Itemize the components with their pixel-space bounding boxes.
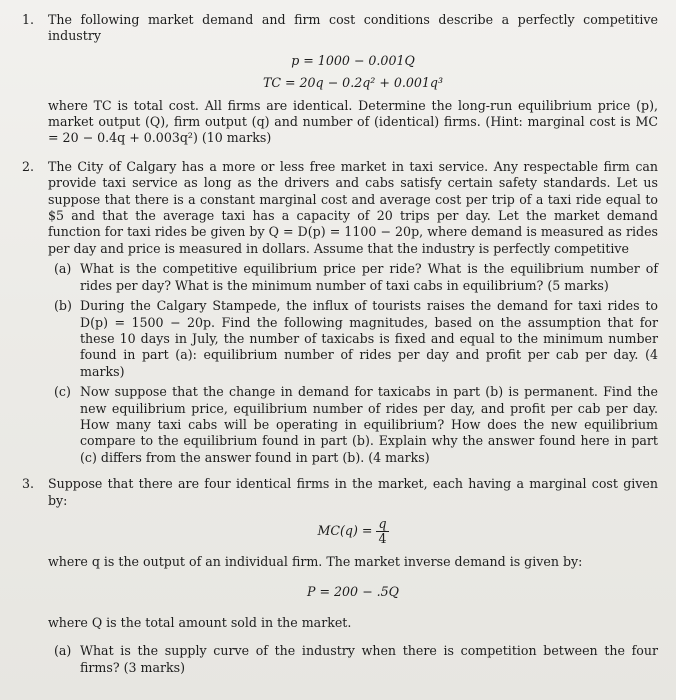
- question-3: [22, 476, 658, 676]
- part-text: During the Calgary Stampede, the influx of tourists raises the demand for taxi rides to D(p) = 1500 − 20p. Find the following magnitudes, based on the assumption that for these 10 days in July, the number of taxicabs is fixed and equal to the minimum number found in part (a): equilibrium number of rides per day and profit per cab per day. (4 marks): [80, 298, 658, 379]
- equation-inverse-demand: P = 200 − .5Q: [307, 584, 399, 600]
- part-a: [48, 643, 658, 676]
- question-number: 2.: [22, 158, 35, 174]
- problem-set-page: [22, 12, 658, 676]
- question-number: 1.: [22, 12, 35, 27]
- part-label: (a): [54, 643, 72, 659]
- part-text: What is the supply curve of the industry when there is competition between the four firms? (3 marks): [80, 643, 658, 675]
- question-text-after-demand: where Q is the total amount sold in the market.: [48, 614, 352, 630]
- mc-fraction: [376, 517, 388, 546]
- part-b: [48, 298, 658, 380]
- question-2: [22, 159, 658, 466]
- equation-demand: p = 1000 − 0.001Q: [291, 52, 415, 68]
- question-body: where TC is total cost. All firms are identical. Determine the long-run equilibrium price (p), market output (Q), firm output (q) and number of (identical) firms. (Hint: marginal cost is MC = 20 − 0.4q + 0.003q²) (10 marks): [48, 97, 658, 146]
- mc-numerator: q: [378, 515, 387, 531]
- part-a: [48, 261, 658, 294]
- part-label: (c): [54, 384, 71, 400]
- part-c: [48, 384, 658, 466]
- question-number: 3.: [22, 476, 35, 492]
- part-label: (a): [54, 261, 72, 277]
- question-intro: The following market demand and firm cost conditions describe a perfectly competitive industry: [48, 12, 658, 44]
- equation-marginal-cost: [48, 517, 658, 546]
- question-intro: Suppose that there are four identical firms in the market, each having a marginal cost given by:: [48, 476, 658, 508]
- part-label: (b): [54, 298, 72, 314]
- question-text-after-mc: where q is the output of an individual firm. The market inverse demand is given by:: [48, 553, 583, 569]
- mc-denominator: 4: [378, 530, 387, 546]
- question-intro: The City of Calgary has a more or less free market in taxi service. Any respectable firm can provide taxi service as long as the drivers and cabs satisfy certain safety standards. Let us suppose that there is a constant marginal cost and average cost per trip of a taxi ride equal to $5 and that the average taxi has a capacity of 20 trips per day. Let the market demand function for taxi rides be given by Q = D(p) = 1100 − 20p, where demand is measured as rides per day and price is measured in dollars. Assume that the industry is perfectly competitive: [48, 158, 658, 256]
- question-1: [22, 12, 658, 147]
- part-text: Now suppose that the change in demand for taxicabs in part (b) is permanent. Find the new equilibrium price, equilibrium number of rides per day, and profit per cab per day. How many taxi cabs will be operating in equilibrium? How does the new equilibrium compare to the equilibrium found in part (b). Explain why the answer found here in part (c) differs from the answer found in part (b). (4 marks): [80, 384, 658, 465]
- equation-total-cost: TC = 20q − 0.2q² + 0.001q³: [262, 75, 444, 91]
- mc-lhs: MC(q) =: [317, 522, 373, 538]
- part-text: What is the competitive equilibrium price per ride? What is the equilibrium number of rides per day? What is the minimum number of taxi cabs in equilibrium? (5 marks): [80, 261, 658, 293]
